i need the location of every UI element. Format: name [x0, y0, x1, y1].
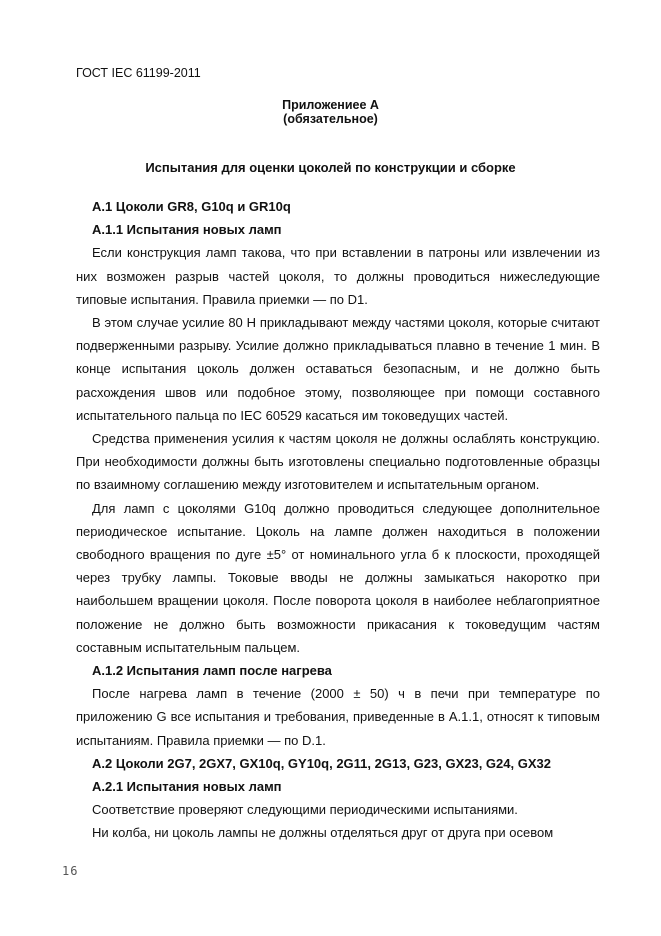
- paragraph: Соответствие проверяют следующими периодическими испытаниями.: [92, 802, 518, 818]
- paragraph: В этом случае усилие 80 Н прикладывают между частями цоколя, которые считают подверженными разрыву. Усилие должно прикладываться плавно в течение 1 мин. В конце испытания цоколь должен оставаться безопасным, и не должно быть расхождения швов или подобное этому, позволяющее при помощи составного испытательного пальца по IEC 60529 касаться им токоведущих частей.: [76, 315, 600, 423]
- heading-a1-1: А.1.1 Испытания новых ламп: [92, 222, 282, 238]
- heading-a1: А.1 Цоколи GR8, G10q и GR10q: [92, 199, 291, 214]
- paragraph: Для ламп с цоколями G10q должно проводиться следующее дополнительное периодическое испытание. Цоколь на лампе должен находиться в положении свободного вращения по дуге ±5° от номинального угла б к плоскости, проходящей через трубку лампы. Токовые вводы не должны замыкаться накоротко при наибольшем вращении цоколя. После поворота цоколя в наиболее неблагоприятное положение не должно быть возможности прикасания к токоведущим частям составным испытательным пальцем.: [76, 500, 600, 655]
- appendix-status: (обязательное): [283, 112, 378, 126]
- paragraph: Ни колба, ни цоколь лампы не должны отделяться друг от друга при осевом: [92, 825, 554, 841]
- section-title: Испытания для оценки цоколей по конструкции и сборке: [145, 160, 516, 175]
- paragraph: Если конструкция ламп такова, что при вставлении в патроны или извлечении из них возможен разрыв частей цоколя, то должны проводиться нижеследующие типовые испытания. Правила приемки — по D1.: [76, 245, 600, 307]
- heading-a2: А.2 Цоколи 2G7, 2GX7, GX10q, GY10q, 2G11, 2G13, G23, GX23, G24, GX32: [92, 755, 551, 771]
- heading-a1-2: А.1.2 Испытания ламп после нагрева: [92, 663, 332, 679]
- heading-a2-1: А.2.1 Испытания новых ламп: [92, 779, 282, 795]
- document-body: [76, 195, 600, 845]
- paragraph: Средства применения усилия к частям цоколя не должны ослаблять конструкцию. При необходимости должны быть изготовлены специально подготовленные образцы по взаимному соглашению между изготовителем и испытательным органом.: [76, 431, 600, 493]
- page-number: 16: [62, 864, 79, 878]
- appendix-title: Приложениее А: [282, 98, 379, 112]
- standard-header: ГОСТ IEC 61199-2011: [76, 66, 201, 80]
- paragraph: После нагрева ламп в течение (2000 ± 50) ч в печи при температуре по приложению G все испытания и требования, приведенные в А.1.1, относят к типовым испытаниям. Правила приемки — по D.1.: [76, 686, 600, 748]
